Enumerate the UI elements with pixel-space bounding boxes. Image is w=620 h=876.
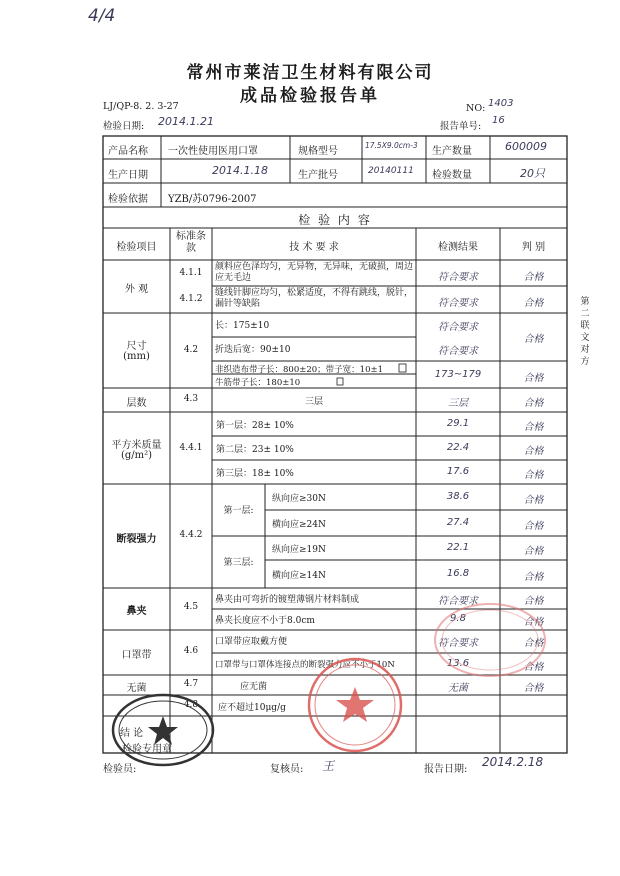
prod-date-label: 生产日期	[108, 170, 148, 181]
reviewer-value: 王	[322, 759, 335, 773]
b3-judge: 合格	[523, 546, 544, 557]
b1-result: 38.6	[446, 491, 470, 502]
basis-value: YZB/苏0796-2007	[168, 194, 257, 205]
b3-result: 22.1	[446, 542, 470, 553]
batch-value: 20140111	[368, 166, 414, 176]
col-result: 检测结果	[438, 242, 478, 253]
st1-req: 口罩带应取戴方便	[215, 637, 288, 647]
sterile-label: 无菌	[126, 683, 147, 694]
g1-req: 第一层：28± 10%	[216, 421, 294, 431]
s1-req: 长：175±10	[215, 321, 270, 331]
g1-judge: 合格	[523, 422, 544, 433]
qty-label: 生产数量	[432, 146, 472, 157]
a2-req: 缝线针脚应均匀，松紧适度，不得有跳线，脱针，漏针等缺陷	[215, 288, 414, 309]
s2-result: 符合要求	[438, 346, 478, 357]
st2-judge: 合格	[523, 662, 544, 673]
g2-judge: 合格	[523, 446, 544, 457]
s4-result: 173~179	[434, 369, 482, 380]
g3-result: 17.6	[446, 466, 470, 477]
size-label: 尺寸	[126, 341, 147, 352]
st1-judge: 合格	[523, 638, 544, 649]
eo-clause: 4.8	[183, 700, 199, 710]
g2-req: 第二层：23± 10%	[216, 445, 294, 455]
col-judge: 判 别	[521, 242, 546, 253]
a1-result: 符合要求	[438, 272, 478, 283]
report-no-value: 16	[492, 115, 505, 126]
conclusion-text: 检验专用章	[122, 744, 172, 755]
st2-result: 13.6	[446, 658, 470, 669]
size-unit: (mm)	[123, 351, 150, 362]
a1-judge: 合格	[523, 272, 544, 283]
layers-judge: 合格	[523, 398, 544, 409]
s3-req: 非织造布带子长：800±20；带子宽：10±1	[215, 365, 384, 375]
size-clause: 4.2	[183, 345, 199, 355]
no-label: NO:	[466, 103, 486, 114]
n2-judge: 合格	[523, 617, 544, 628]
inspector-label: 检验员:	[103, 764, 137, 775]
side-copy-text: 第二联文对方	[580, 297, 590, 367]
n1-judge: 合格	[523, 596, 544, 607]
product-name-value: 一次性使用医用口罩	[168, 146, 258, 157]
inspect-qty-value: 20只	[520, 167, 545, 180]
break-clause: 4.4.2	[179, 530, 203, 540]
inspect-date-label: 检验日期:	[103, 121, 145, 132]
n1-req: 鼻夹由可弯折的镀塑薄钢片材料制成	[215, 595, 360, 605]
a2-clause: 4.1.2	[179, 294, 203, 304]
st1-result: 符合要求	[438, 638, 478, 649]
spec-value: 17.5X9.0cm-3	[365, 141, 418, 150]
b2-result: 27.4	[446, 517, 470, 528]
gsm-label: 平方米质量	[111, 440, 162, 451]
g1-result: 29.1	[446, 418, 470, 429]
b3-req: 纵向应≥19N	[272, 545, 326, 555]
b2-judge: 合格	[523, 521, 544, 532]
strap-label: 口罩带	[121, 650, 152, 661]
red-seal-2	[430, 600, 550, 680]
layers-result: 三层	[448, 398, 468, 409]
report-date-value: 2014.2.18	[482, 755, 544, 769]
batch-label: 生产批号	[298, 170, 338, 181]
sterile-result: 无菌	[448, 683, 468, 694]
company-name: 常州市莱洁卫生材料有限公司	[186, 63, 434, 83]
n2-result: 9.8	[450, 613, 466, 624]
conclusion-label: 结 论	[120, 728, 144, 739]
b-layer3: 第三层:	[223, 558, 254, 568]
sterile-req: 应无菌	[240, 682, 268, 692]
basis-label: 检验依据	[108, 194, 148, 205]
b4-req: 横向应≥14N	[272, 571, 326, 581]
n1-result: 符合要求	[438, 596, 478, 607]
gsm-clause: 4.4.1	[179, 443, 203, 453]
company-seal	[108, 690, 218, 770]
g3-judge: 合格	[523, 470, 544, 481]
product-name-label: 产品名称	[108, 146, 148, 157]
b-layer1: 第一层:	[223, 506, 254, 516]
s2-req: 折迭后宽：90±10	[215, 345, 291, 355]
g3-req: 第三层：18± 10%	[216, 469, 294, 479]
inspect-date-value: 2014.1.21	[158, 115, 214, 128]
col-clause: 标准条款	[176, 231, 206, 254]
red-seal	[300, 655, 410, 755]
corner-note: 4/4	[88, 6, 116, 26]
reviewer-label: 复核员:	[270, 764, 304, 775]
a1-req: 颜料应色泽均匀，无异物，无异味，无破损，周边应无毛边	[215, 262, 414, 283]
b4-judge: 合格	[523, 572, 544, 583]
spec-label: 规格型号	[298, 146, 338, 157]
a1-clause: 4.1.1	[179, 268, 203, 278]
sterile-clause: 4.7	[183, 679, 199, 689]
st2-req: 口罩带与口罩体连接点的断裂强力应不小于10N	[215, 660, 395, 670]
b1-req: 纵向应≥30N	[272, 494, 326, 504]
b4-result: 16.8	[446, 568, 470, 579]
a2-judge: 合格	[523, 298, 544, 309]
report-no-label: 报告单号:	[440, 121, 482, 132]
col-req: 技 术 要 求	[289, 242, 339, 253]
report-title: 成品检验报告单	[240, 86, 380, 106]
doc-code: LJ/QP-8. 2. 3-27	[103, 101, 179, 112]
layers-label: 层数	[126, 398, 147, 409]
inspect-qty-label: 检验数量	[432, 170, 472, 181]
s-judge: 合格	[523, 334, 544, 345]
strap-clause: 4.6	[183, 646, 199, 656]
gsm-unit: (g/m²)	[120, 450, 153, 461]
break-label: 断裂强力	[116, 534, 157, 545]
nose-label: 鼻夹	[126, 606, 147, 617]
s1-result: 符合要求	[438, 322, 478, 333]
col-item: 检验项目	[116, 242, 157, 253]
report-date-label: 报告日期:	[424, 764, 468, 775]
eo-req: 应不超过10μg/g	[218, 703, 286, 713]
content-header: 检 验 内 容	[298, 213, 372, 227]
sterile-judge: 合格	[523, 683, 544, 694]
prod-date-value: 2014.1.18	[212, 164, 268, 177]
no-value: 1403	[488, 98, 514, 109]
a2-result: 符合要求	[438, 298, 478, 309]
s4-req: 牛筋带子长：180±10	[215, 378, 301, 388]
layers-req: 三层	[304, 397, 323, 407]
qty-value: 600009	[505, 140, 547, 153]
nose-clause: 4.5	[183, 602, 199, 612]
layers-clause: 4.3	[183, 394, 199, 404]
n2-req: 鼻夹长度应不小于8.0cm	[215, 616, 315, 626]
g2-result: 22.4	[446, 442, 470, 453]
b2-req: 横向应≥24N	[272, 520, 326, 530]
appearance-label: 外 观	[124, 284, 149, 295]
s4-judge: 合格	[523, 373, 544, 384]
b1-judge: 合格	[523, 495, 544, 506]
